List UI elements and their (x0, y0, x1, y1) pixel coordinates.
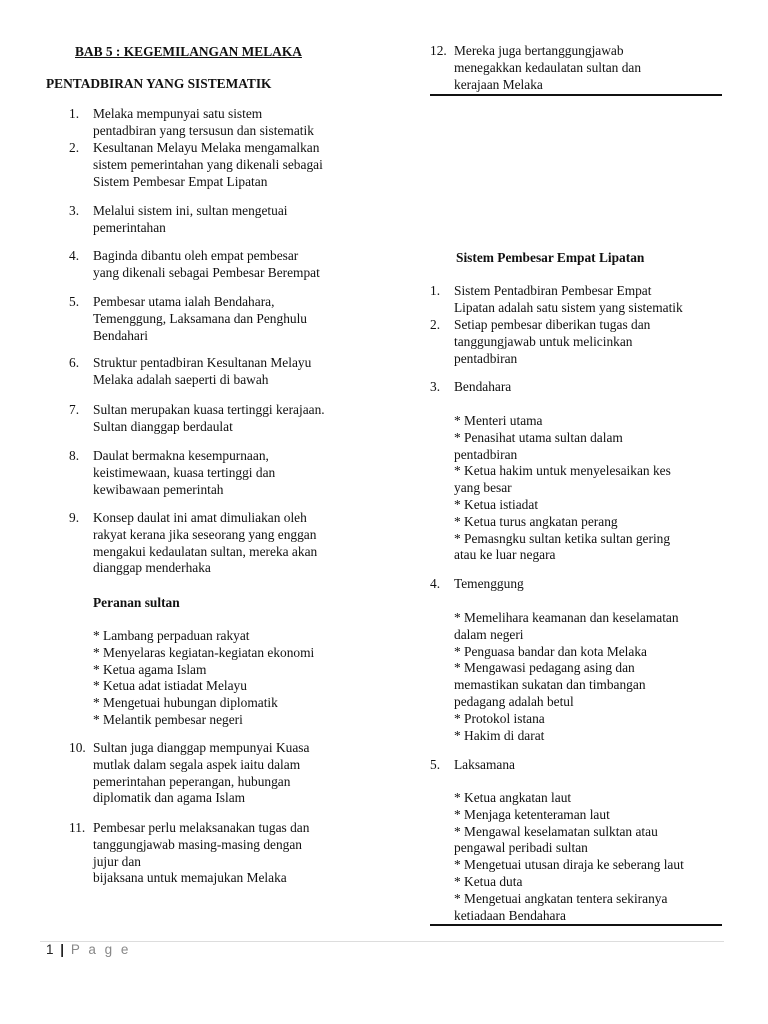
peranan-item: * Mengetuai hubungan diplomatik (93, 695, 278, 711)
footer-separator-line (40, 941, 724, 942)
peranan-item: * Melantik pembesar negeri (93, 712, 243, 727)
sistem-heading: Sistem Pembesar Empat Lipatan (456, 250, 645, 265)
list-item-text: pemerintahan (93, 219, 166, 235)
section-heading: PENTADBIRAN YANG SISTEMATIK (46, 76, 272, 91)
page-number: 1 (46, 942, 54, 957)
list-item-text: kewibawaan pemerintah (93, 481, 224, 497)
list-item-text: rakyat kerana jika seseorang yang enggan (93, 526, 317, 542)
section-point: * Mengawasi pedagang asing dan (454, 660, 635, 676)
list-item-text: Mereka juga bertanggungjawab (454, 43, 624, 58)
section-point: * Mengetuai utusan diraja ke seberang laut (454, 857, 684, 873)
list-item-text: kerajaan Melaka (454, 76, 543, 92)
section-number: 3. (430, 379, 441, 394)
list-item-number: 5. (69, 294, 80, 309)
list-item-number: 1. (430, 283, 441, 298)
list-item-text: Setiap pembesar diberikan tugas dan (454, 317, 651, 332)
list-item-number: 7. (69, 402, 80, 417)
list-item-text: keistimewaan, kuasa tertinggi dan (93, 464, 276, 480)
peranan-item: * Ketua adat istiadat Melayu (93, 678, 247, 694)
peranan-item: * Menyelaras kegiatan-kegiatan ekonomi (93, 644, 315, 660)
section-label: Laksamana (454, 757, 515, 772)
section-label: Temenggung (454, 576, 524, 591)
list-item-text: tanggungjawab masing-masing dengan (93, 836, 302, 852)
section-point: atau ke luar negara (454, 547, 556, 563)
list-item-number: 4. (69, 248, 80, 263)
list-item-text: Lipatan adalah satu sistem yang sistematik (454, 299, 683, 315)
section-label: Bendahara (454, 379, 512, 394)
section-point: * Hakim di darat (454, 727, 545, 743)
section-point: * Ketua duta (454, 874, 523, 889)
section-point: pengawal peribadi sultan (454, 840, 588, 856)
list-item-text: menegakkan kedaulatan sultan dan (454, 59, 642, 75)
peranan-item: * Lambang perpaduan rakyat (93, 628, 250, 643)
section-point: pedagang adalah betul (454, 694, 574, 709)
list-item-text: Sistem Pentadbiran Pembesar Empat (454, 283, 652, 298)
section-point: * Mengawal keselamatan sulktan atau (454, 823, 658, 839)
list-item-text: Pembesar utama ialah Bendahara, (93, 294, 275, 309)
list-item-text: Konsep daulat ini amat dimuliakan oleh (93, 510, 307, 525)
section-point: * Mengetuai angkatan tentera sekiranya (454, 890, 668, 906)
list-item-text: Melalui sistem ini, sultan mengetuai (93, 203, 288, 218)
list-item-text: jujur dan (93, 853, 141, 869)
list-item-number: 9. (69, 510, 80, 525)
list-item-text: mengakui kedaulatan sultan, mereka akan (93, 543, 318, 559)
section-point: * Penguasa bandar dan kota Melaka (454, 643, 647, 659)
list-item-text: Daulat bermakna kesempurnaan, (93, 448, 269, 463)
section-point: memastikan sukatan dan timbangan (454, 677, 646, 693)
list-item-text: bijaksana untuk memajukan Melaka (93, 870, 287, 886)
list-item-text: pentadbiran yang tersusun dan sistematik (93, 122, 314, 138)
section-number: 4. (430, 576, 441, 591)
peranan-item: * Ketua agama Islam (93, 661, 207, 677)
list-item-text: mutlak dalam segala aspek iaitu dalam (93, 756, 301, 772)
section-point: * Ketua angkatan laut (454, 790, 572, 805)
list-item-number: 2. (430, 317, 441, 332)
list-item-text: Sultan juga dianggap mempunyai Kuasa (93, 740, 310, 755)
list-item-text: tanggungjawab untuk melicinkan (454, 333, 633, 349)
section-point: ketiadaan Bendahara (454, 907, 566, 923)
section-point: pentadbiran (454, 446, 518, 462)
divider-top (430, 94, 722, 96)
section-number: 5. (430, 757, 441, 772)
list-item-text: Melaka adalah saeperti di bawah (93, 371, 269, 387)
list-item-text: Struktur pentadbiran Kesultanan Melayu (93, 355, 312, 370)
section-point: * Protokol istana (454, 710, 545, 726)
list-item-number: 3. (69, 203, 80, 218)
list-item-number: 2. (69, 140, 80, 155)
chapter-title: BAB 5 : KEGEMILANGAN MELAKA (75, 44, 302, 59)
list-item-text: Sultan merupakan kuasa tertinggi kerajaan. (93, 402, 325, 417)
list-item-number: 6. (69, 355, 80, 370)
section-point: * Menteri utama (454, 413, 543, 428)
list-item-text: diplomatik dan agama Islam (93, 790, 246, 806)
peranan-heading: Peranan sultan (93, 595, 180, 610)
list-item-text: Melaka mempunyai satu sistem (93, 106, 263, 121)
list-item-text: Bendahari (93, 327, 149, 343)
footer-bar: | (60, 942, 65, 957)
list-item-text: sistem pemerintahan yang dikenali sebagai (93, 156, 323, 172)
list-item-number: 12. (430, 43, 447, 58)
section-point: yang besar (454, 480, 512, 496)
list-item-text: pemerintahan peperangan, hubungan (93, 773, 291, 789)
list-item-text: pentadbiran (454, 350, 518, 366)
list-item-text: Baginda dibantu oleh empat pembesar (93, 248, 299, 263)
list-item-text: Pembesar perlu melaksanakan tugas dan (93, 820, 310, 835)
section-point: * Memelihara keamanan dan keselamatan (454, 610, 679, 625)
list-item-text: dianggap menderhaka (93, 560, 211, 576)
section-point: * Pemasngku sultan ketika sultan gering (454, 530, 671, 546)
section-point: * Penasihat utama sultan dalam (454, 429, 623, 445)
section-point: * Menjaga ketenteraman laut (454, 806, 610, 822)
section-point: * Ketua istiadat (454, 497, 539, 512)
list-item-text: Sultan dianggap berdaulat (93, 418, 233, 434)
section-point: dalam negeri (454, 626, 524, 642)
divider-bottom (430, 924, 722, 926)
page-footer (46, 942, 131, 957)
page-label: P a g e (70, 942, 131, 957)
section-point: * Ketua hakim untuk menyelesaikan kes (454, 463, 671, 479)
list-item-text: Kesultanan Melayu Melaka mengamalkan (93, 140, 320, 155)
list-item-number: 11. (69, 820, 86, 835)
list-item-number: 10. (69, 740, 86, 755)
list-item-number: 1. (69, 106, 80, 121)
list-item-text: Sistem Pembesar Empat Lipatan (93, 173, 268, 189)
list-item-text: yang dikenali sebagai Pembesar Berempat (93, 264, 320, 280)
section-point: * Ketua turus angkatan perang (454, 513, 618, 529)
list-item-number: 8. (69, 448, 80, 463)
list-item-text: Temenggung, Laksamana dan Penghulu (93, 310, 308, 326)
